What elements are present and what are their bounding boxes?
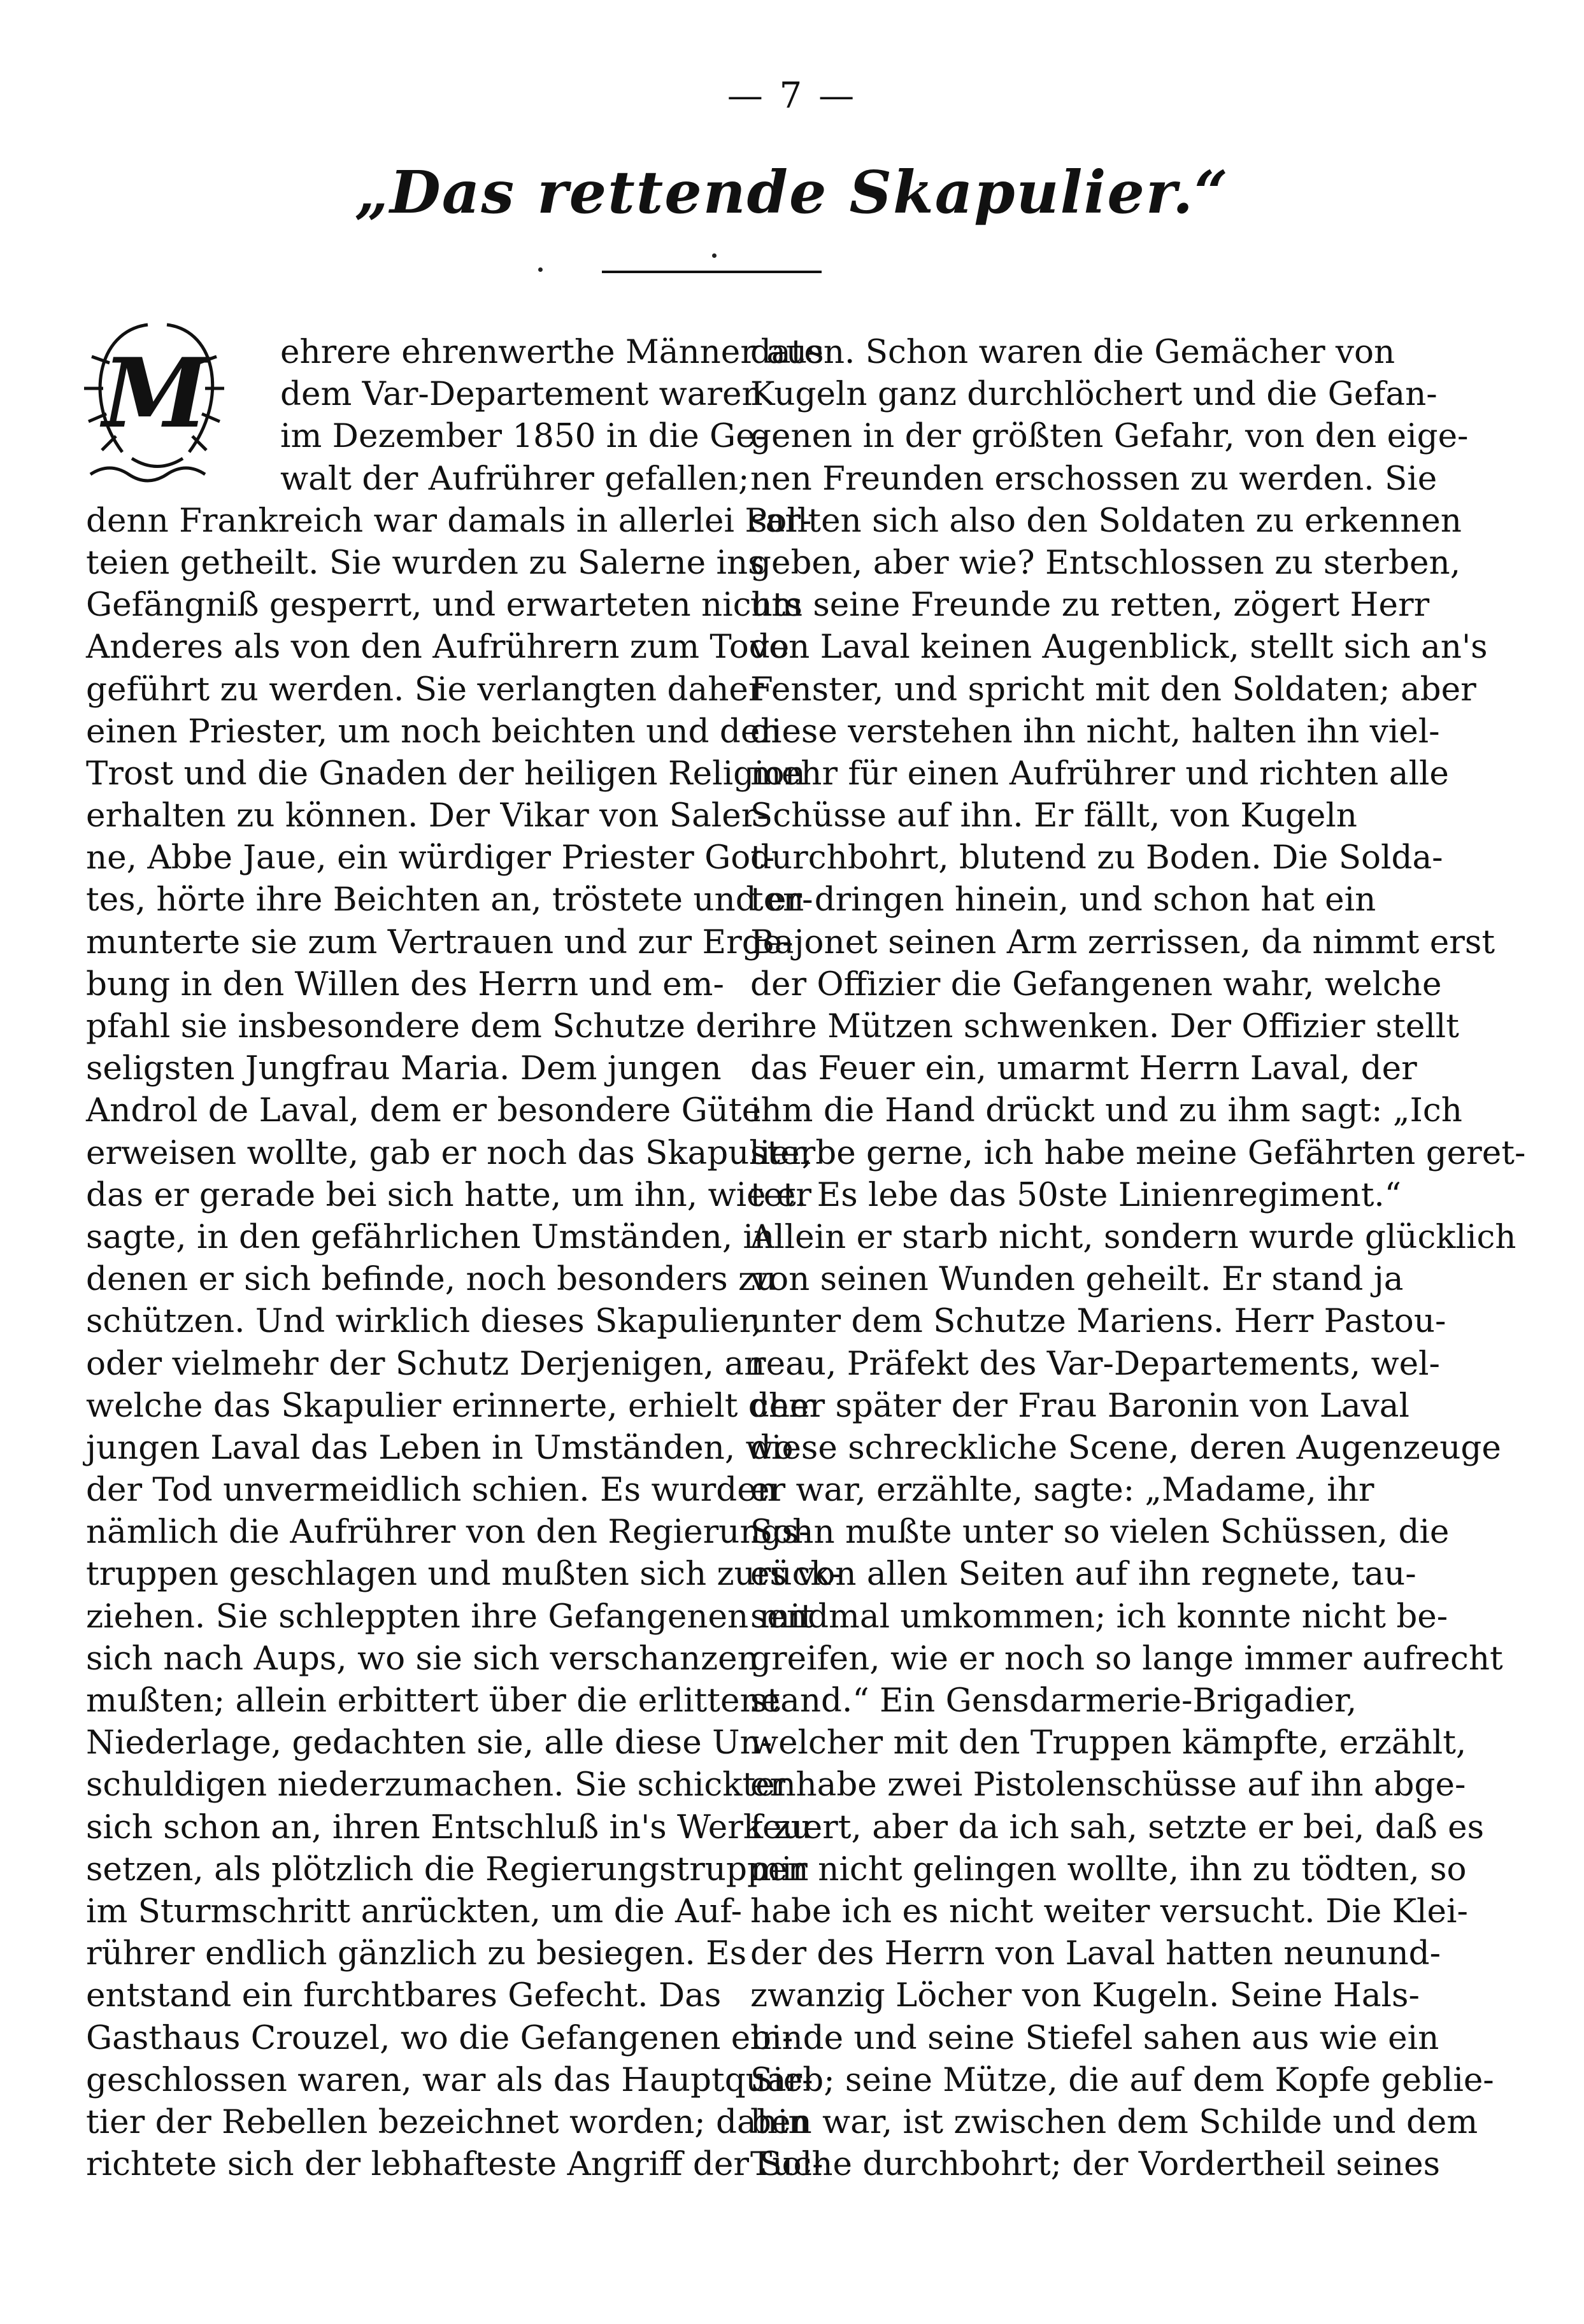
text-line: Anderes als von den Aufrührern zum Tode: [86, 628, 790, 667]
text-line: ben war, ist zwischen dem Schilde und dem: [750, 2102, 1478, 2141]
text-line: das er gerade bei sich hatte, um ihn, wie er: [86, 1175, 811, 1214]
text-line: binde und seine Stiefel sahen aus wie ein: [750, 2018, 1439, 2057]
text-line: unter dem Schutze Mariens. Herr Pastou-: [750, 1302, 1446, 1341]
text-line: teien getheilt. Sie wurden zu Salerne ins: [86, 543, 765, 582]
text-line: Kugeln ganz durchlöchert und die Gefan-: [750, 375, 1438, 414]
text-line: von seinen Wunden geheilt. Er stand ja: [750, 1260, 1404, 1299]
text-line: ihre Mützen schwenken. Der Offizier stellt: [750, 1007, 1459, 1045]
text-line: seligsten Jungfrau Maria. Dem jungen: [86, 1049, 722, 1088]
text-line: Bajonet seinen Arm zerrissen, da nimmt erst: [750, 923, 1495, 961]
text-line: um seine Freunde zu retten, zögert Herr: [750, 586, 1430, 625]
initial-letter: M: [102, 337, 209, 450]
text-line: denn Frankreich war damals in allerlei Par-: [86, 501, 812, 540]
text-line: nämlich die Aufrührer von den Regierungs-: [86, 1513, 810, 1552]
text-line: erhalten zu können. Der Vikar von Saler-: [86, 797, 768, 835]
text-line: reau, Präfekt des Var-Departements, wel-: [750, 1344, 1440, 1383]
text-line: jungen Laval das Leben in Umständen, wo: [86, 1428, 794, 1467]
text-line: welcher mit den Truppen kämpfte, erzählt,: [750, 1724, 1467, 1762]
text-line: sollten sich also den Soldaten zu erkennen: [750, 501, 1462, 540]
text-line: sterbe gerne, ich habe meine Gefährten geret-: [750, 1133, 1526, 1172]
text-line: mehr für einen Aufrührer und richten alle: [750, 754, 1449, 793]
text-line: rührer endlich gänzlich zu besiegen. Es: [86, 1934, 747, 1973]
text-line: bung in den Willen des Herrn und em-: [86, 965, 724, 1003]
text-line: stand.“ Ein Gensdarmerie-Brigadier,: [750, 1682, 1357, 1720]
article-title: „Das rettende Skapulier.“: [355, 158, 1229, 227]
text-line: Sieb; seine Mütze, die auf dem Kopfe geblie-: [750, 2060, 1494, 2099]
text-line: Schüsse auf ihn. Er fällt, von Kugeln: [750, 797, 1357, 835]
text-line: geben, aber wie? Entschlossen zu sterben,: [750, 543, 1461, 582]
text-line: diese verstehen ihn nicht, halten ihn viel-: [750, 712, 1440, 751]
text-line: sich nach Aups, wo sie sich verschanzen: [86, 1639, 759, 1678]
text-line: Gefängniß gesperrt, und erwarteten nichts: [86, 586, 803, 625]
text-line: greifen, wie er noch so lange immer aufrecht: [750, 1639, 1503, 1678]
text-line: Gasthaus Crouzel, wo die Gefangenen ein-: [86, 2018, 794, 2057]
text-line: Tuche durchbohrt; der Vordertheil seines: [750, 2145, 1441, 2184]
text-line: ziehen. Sie schleppten ihre Gefangenen mit: [86, 1597, 814, 1636]
text-line: habe ich es nicht weiter versucht. Die Klei-: [750, 1892, 1468, 1931]
text-line: Fenster, und spricht mit den Soldaten; aber: [750, 670, 1476, 709]
text-line: erweisen wollte, gab er noch das Skapulier,: [86, 1133, 813, 1172]
text-line: ehrere ehrenwerthe Männer aus: [280, 333, 824, 371]
text-line: Trost und die Gnaden der heiligen Religion: [86, 754, 806, 793]
text-line: tet. Es lebe das 50ste Linienregiment.“: [750, 1175, 1402, 1214]
text-line: durchbohrt, blutend zu Boden. Die Solda-: [750, 839, 1443, 877]
text-line: schuldigen niederzumachen. Sie schickten: [86, 1766, 796, 1804]
text-line: der Tod unvermeidlich schien. Es wurden: [86, 1471, 778, 1510]
speck: [712, 253, 717, 258]
text-line: ne, Abbe Jaue, ein würdiger Priester Got-: [86, 839, 775, 877]
text-line: mußten; allein erbittert über die erlittene: [86, 1682, 781, 1720]
text-line: diese schreckliche Scene, deren Augenzeuge: [750, 1428, 1501, 1467]
text-line: sendmal umkommen; ich konnte nicht be-: [750, 1597, 1448, 1636]
text-line: von Laval keinen Augenblick, stellt sich an's: [750, 628, 1488, 667]
text-line: es von allen Seiten auf ihn regnete, tau-: [750, 1555, 1416, 1594]
text-line: er war, erzählte, sagte: „Madame, ihr: [750, 1471, 1374, 1510]
text-line: genen in der größten Gefahr, von den eige-: [750, 417, 1469, 456]
text-line: tes, hörte ihre Beichten an, tröstete und er-: [86, 881, 813, 919]
text-line: schützen. Und wirklich dieses Skapulier,: [86, 1302, 762, 1341]
right-column: [750, 331, 1526, 2185]
text-line: setzen, als plötzlich die Regierungstruppen: [86, 1850, 809, 1888]
text-line: ihm die Hand drückt und zu ihm sagt: „Ich: [750, 1091, 1462, 1130]
text-line: mir nicht gelingen wollte, ihn zu tödten, so: [750, 1850, 1467, 1888]
text-line: dem Var-Departement waren: [280, 375, 763, 414]
text-line: walt der Aufrührer gefallen;: [280, 459, 750, 498]
text-line: tier der Rebellen bezeichnet worden; dahin: [86, 2102, 810, 2141]
text-line: Allein er starb nicht, sondern wurde glücklich: [750, 1217, 1516, 1256]
text-line: oder vielmehr der Schutz Derjenigen, an: [86, 1344, 766, 1383]
text-line: munterte sie zum Vertrauen und zur Erge-: [86, 923, 794, 961]
text-line: entstand ein furchtbares Gefecht. Das: [86, 1976, 722, 2015]
text-line: sich schon an, ihren Entschluß in's Werk zu: [86, 1808, 812, 1846]
text-line: denen er sich befinde, noch besonders zu: [86, 1260, 777, 1299]
text-line: Sohn mußte unter so vielen Schüssen, die: [750, 1513, 1450, 1552]
text-line: daten. Schon waren die Gemächer von: [750, 333, 1395, 371]
text-line: ten dringen hinein, und schon hat ein: [750, 881, 1376, 919]
text-line: welche das Skapulier erinnerte, erhielt dem: [86, 1386, 820, 1425]
title-rule: [602, 271, 822, 273]
text-line: im Dezember 1850 in die Ge-: [280, 417, 767, 456]
text-line: geschlossen waren, war als das Hauptquar-: [86, 2060, 813, 2099]
page-number: — 7 —: [727, 75, 857, 117]
speck: [538, 267, 543, 272]
left-column: [86, 331, 841, 2185]
text-line: zwanzig Löcher von Kugeln. Seine Hals-: [750, 1976, 1420, 2015]
text-line: cher später der Frau Baronin von Laval: [750, 1386, 1409, 1425]
text-line: feuert, aber da ich sah, setzte er bei, daß es: [750, 1808, 1485, 1846]
text-line: er habe zwei Pistolenschüsse auf ihn abge-: [750, 1766, 1466, 1804]
text-line: richtete sich der lebhafteste Angriff der Sol-: [86, 2145, 824, 2184]
text-line: einen Priester, um noch beichten und den: [86, 712, 781, 751]
text-line: das Feuer ein, umarmt Herrn Laval, der: [750, 1049, 1417, 1088]
text-line: der des Herrn von Laval hatten neunund-: [750, 1934, 1441, 1973]
text-line: truppen geschlagen und mußten sich zurück-: [86, 1555, 841, 1594]
text-line: sagte, in den gefährlichen Umständen, in: [86, 1217, 775, 1256]
text-line: Niederlage, gedachten sie, alle diese Un-: [86, 1724, 773, 1762]
text-line: im Sturmschritt anrückten, um die Auf-: [86, 1892, 742, 1931]
text-line: geführt zu werden. Sie verlangten daher: [86, 670, 764, 709]
text-line: pfahl sie insbesondere dem Schutze der: [86, 1007, 752, 1045]
text-line: Androl de Laval, dem er besondere Güte: [86, 1091, 762, 1130]
text-line: der Offizier die Gefangenen wahr, welche: [750, 965, 1442, 1003]
text-line: nen Freunden erschossen zu werden. Sie: [750, 459, 1438, 498]
